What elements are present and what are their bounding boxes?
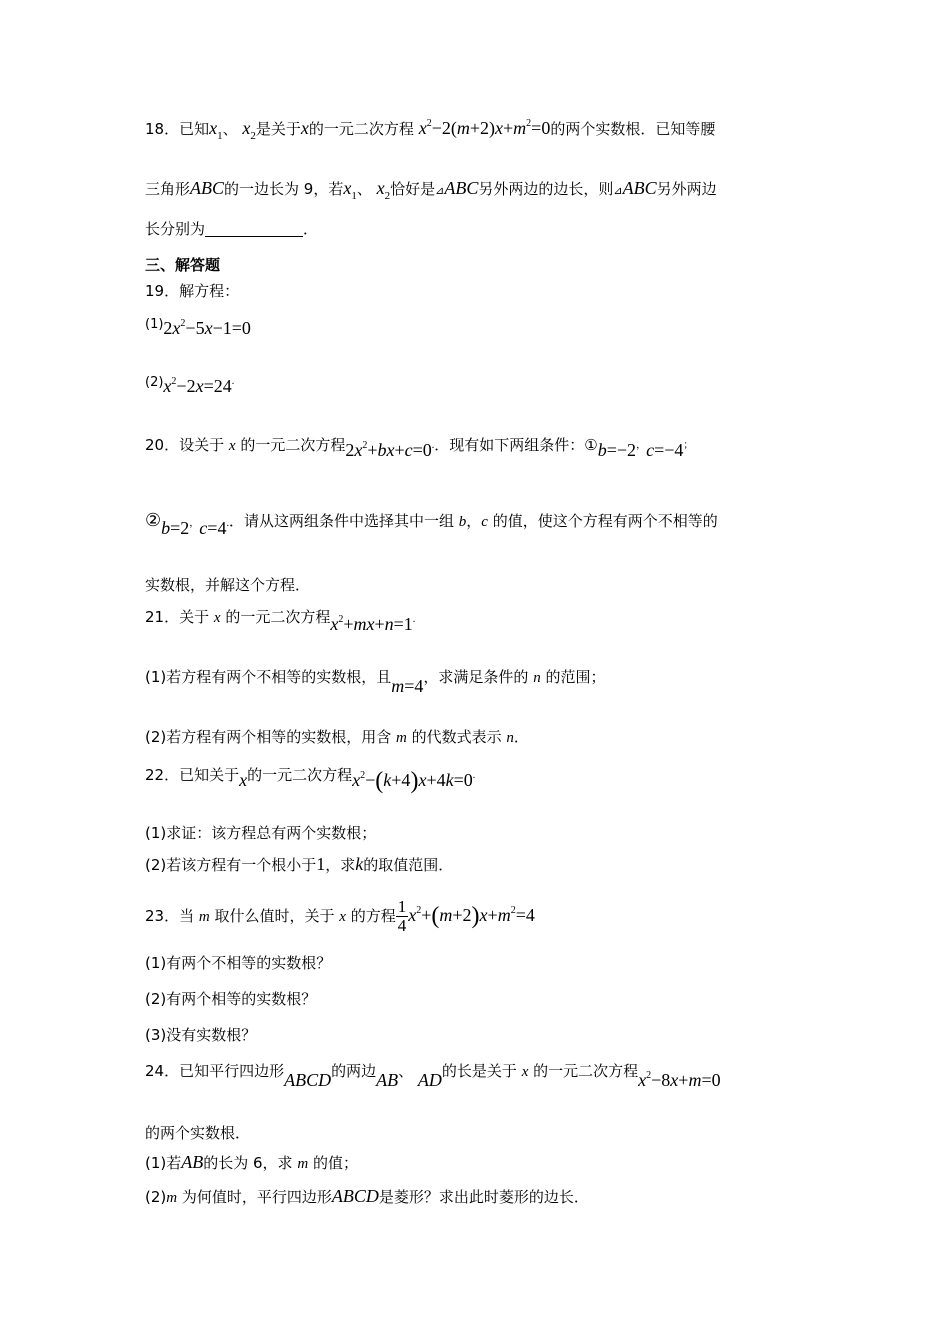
- text: ，: [466, 512, 482, 530]
- math-var: m: [297, 1156, 309, 1172]
- math-token: 2: [646, 1070, 652, 1081]
- math-token: +: [503, 118, 514, 138]
- text: 解方程：: [179, 282, 240, 300]
- text: 的一元二次方程: [235, 436, 346, 454]
- math-token: .: [226, 518, 229, 529]
- math-token: −2: [431, 118, 451, 138]
- text: (1)若: [145, 1154, 182, 1172]
- question-number: 21．: [145, 608, 180, 626]
- question-number: 24．: [145, 1062, 180, 1080]
- q21-part2: [145, 726, 529, 747]
- math-var: c: [481, 514, 488, 530]
- math-token: c: [646, 440, 655, 460]
- math-sub: 1: [351, 190, 357, 202]
- math-token: =4: [404, 676, 424, 696]
- text: 已知平行四边形: [179, 1062, 285, 1080]
- q20-line3: 实数根，并解这个方程．: [145, 576, 311, 594]
- math-var: k: [355, 854, 364, 874]
- text: 、: [356, 180, 377, 198]
- math-token: m: [439, 905, 453, 925]
- math-token: k: [383, 770, 392, 790]
- math-token: +: [343, 614, 354, 634]
- math-token: 2: [510, 905, 516, 916]
- math-token: =0: [701, 1070, 721, 1090]
- math-token: +2: [452, 905, 472, 925]
- math-token: =4: [207, 518, 227, 538]
- math-sub: 2: [384, 190, 391, 202]
- math-token: +2: [469, 118, 490, 138]
- text: ，求满足条件的: [423, 668, 534, 686]
- math-token: 2: [362, 440, 368, 451]
- math-token: bx: [377, 440, 395, 460]
- text: (2)若方程有两个相等的实数根，用含: [145, 728, 397, 746]
- q18-line3: [145, 218, 318, 239]
- math-token: ): [471, 903, 480, 929]
- math-var: ABC: [190, 178, 225, 198]
- triangle-symbol: ⊿: [613, 184, 623, 197]
- math-token: (: [450, 118, 457, 138]
- section-title: 三、解答题: [145, 256, 221, 274]
- math-token: =−2: [606, 440, 637, 460]
- math-token: x: [408, 905, 417, 925]
- math-token: x: [172, 318, 181, 338]
- q19-part2: [145, 376, 234, 397]
- math-token: +: [394, 440, 405, 460]
- q22-stem: [145, 762, 476, 794]
- text: 的长为 6，求: [203, 1154, 298, 1172]
- math-token: =0: [453, 770, 473, 790]
- math-token: .: [412, 614, 416, 625]
- q19-stem: [145, 280, 239, 301]
- math-group: [598, 442, 694, 460]
- q24-part2: [145, 1186, 589, 1207]
- math-token: x: [670, 1070, 679, 1090]
- math-var: x: [376, 178, 385, 198]
- math-var: x: [242, 118, 251, 138]
- text: ．现有如下两组条件：①: [434, 436, 598, 454]
- text: 已知关于: [179, 766, 240, 784]
- text: 恰好是: [390, 180, 436, 198]
- math-token: 2: [345, 440, 355, 460]
- math-token: x: [204, 318, 213, 338]
- text: 的代数式表示: [406, 728, 507, 746]
- text: 的取值范围．: [363, 856, 454, 874]
- q22-part2: [145, 854, 453, 875]
- math-token: −: [365, 770, 376, 790]
- q19-part1: [145, 318, 251, 339]
- math-var: x: [213, 610, 221, 626]
- math-var: ABC: [622, 178, 657, 198]
- math-var: x: [228, 438, 236, 454]
- math-var: x: [343, 178, 352, 198]
- math-token: +4: [426, 770, 446, 790]
- math-token: ): [489, 118, 496, 138]
- math-token: x: [195, 376, 204, 396]
- math-token: m: [497, 905, 511, 925]
- q21-stem: [145, 606, 416, 634]
- q22-part1: (1)求证：该方程总有两个实数根；: [145, 824, 377, 842]
- q23-stem: [145, 898, 535, 935]
- text: 的方程: [345, 907, 396, 925]
- math-token: m: [513, 118, 527, 138]
- math-token: ；: [683, 440, 694, 451]
- math-var: AB: [376, 1070, 399, 1090]
- math-token: (: [431, 903, 440, 929]
- math-token: =0: [531, 118, 551, 138]
- math-token: +: [487, 905, 498, 925]
- text: 是菱形？求出此时菱形的边长．: [378, 1188, 589, 1206]
- math-token: x: [352, 770, 361, 790]
- math-group: [391, 678, 423, 696]
- text: ．: [513, 728, 529, 746]
- math-token: .: [431, 440, 435, 451]
- question-number: 20．: [145, 436, 180, 454]
- question-number: 19．: [145, 282, 180, 300]
- q18-equation: [419, 120, 551, 138]
- math-sub: 1: [217, 130, 223, 142]
- math-token: 2: [360, 770, 366, 781]
- text: 另外两边的边长，则: [478, 180, 614, 198]
- math-token: 4: [397, 916, 407, 935]
- part-label: (2): [145, 1188, 167, 1206]
- part-label: (1): [145, 317, 164, 332]
- fraction: [396, 898, 409, 935]
- math-token: c: [404, 440, 413, 460]
- math-token: x: [354, 440, 363, 460]
- text: 为何值时，平行四边形: [177, 1188, 332, 1206]
- math-token: +: [374, 614, 385, 634]
- math-token: 2: [180, 318, 186, 329]
- math-var: x: [239, 770, 248, 790]
- q23-part2: (2)有两个相等的实数根？: [145, 990, 317, 1008]
- math-var: AB: [181, 1152, 204, 1172]
- math-group: [330, 616, 415, 634]
- math-number: 1: [316, 854, 326, 874]
- math-group: [638, 1072, 720, 1090]
- math-group: [161, 520, 229, 538]
- math-token: +4: [391, 770, 411, 790]
- math-var: x: [209, 118, 218, 138]
- text: 已知: [179, 120, 210, 138]
- math-token: −8: [651, 1070, 671, 1090]
- q23-part1: (1)有两个不相等的实数根？: [145, 954, 332, 972]
- math-token: =−4: [654, 440, 684, 460]
- text: 的一元二次方程: [308, 120, 414, 138]
- q21-part1: [145, 666, 606, 696]
- question-number: 23．: [145, 907, 180, 925]
- math-token: m: [456, 118, 470, 138]
- text: 、: [398, 1062, 418, 1080]
- text: 的一边长为 9，若: [224, 180, 344, 198]
- math-token: .: [231, 376, 235, 387]
- q24-line1: [145, 1060, 721, 1090]
- text: 、: [222, 120, 243, 138]
- question-number: 22．: [145, 766, 180, 784]
- text: 的值；: [308, 1154, 358, 1172]
- question-number: 18．: [145, 120, 180, 138]
- math-group: [345, 442, 434, 460]
- math-token: n: [384, 614, 394, 634]
- q18-line2: [145, 178, 717, 202]
- math-token: b: [597, 440, 607, 460]
- math-token: +: [421, 905, 432, 925]
- math-token: ): [410, 768, 419, 794]
- math-var: AD: [417, 1070, 442, 1090]
- math-token: 2: [526, 118, 532, 129]
- math-var: x: [300, 118, 309, 138]
- math-token: =1: [393, 614, 413, 634]
- text: 取什么值时，关于: [209, 907, 340, 925]
- math-token: x: [418, 118, 427, 138]
- math-token: x: [638, 1070, 647, 1090]
- q24-line2: 的两个实数根．: [145, 1124, 251, 1142]
- math-token: b: [161, 518, 171, 538]
- math-token: k: [445, 770, 454, 790]
- math-token: 2: [416, 905, 422, 916]
- math-token: 2: [338, 614, 344, 625]
- math-token: m: [688, 1070, 702, 1090]
- q24-part1: [145, 1152, 358, 1173]
- math-token: +: [367, 440, 378, 460]
- option-marker: ②: [145, 510, 162, 531]
- math-token: 2: [171, 376, 177, 387]
- math-group: [352, 768, 476, 794]
- math-token: =2: [170, 518, 190, 538]
- text: 设关于: [179, 436, 229, 454]
- math-var: ABCD: [331, 1186, 379, 1206]
- math-token: =4: [515, 905, 535, 925]
- math-var: m: [198, 909, 210, 925]
- text: (2)若该方程有一个根小于: [145, 856, 317, 874]
- math-token: (: [375, 768, 384, 794]
- text: 的一元二次方程: [247, 766, 353, 784]
- math-token: =0: [412, 440, 432, 460]
- triangle-symbol: ⊿: [435, 184, 445, 197]
- text: 的范围；: [540, 668, 606, 686]
- math-token: 2: [426, 118, 432, 129]
- text: 关于: [179, 608, 214, 626]
- text: 的值，使这个方程有两个不相等的: [487, 512, 718, 530]
- math-token: x: [330, 614, 339, 634]
- text: 的一元二次方程: [220, 608, 331, 626]
- text: 三角形: [145, 180, 191, 198]
- math-token: +: [678, 1070, 689, 1090]
- text: 是关于: [255, 120, 301, 138]
- math-token: −5: [185, 318, 205, 338]
- math-var: x: [339, 909, 346, 925]
- q23-part3: (3)没有实数根？: [145, 1026, 257, 1044]
- math-var: m: [396, 730, 407, 746]
- math-var: n: [506, 730, 514, 746]
- math-token: 2: [163, 318, 173, 338]
- q20-line2: [145, 510, 718, 538]
- text: 的长是关于: [441, 1062, 522, 1080]
- math-token: =24: [203, 376, 232, 396]
- math-token: −2: [176, 376, 196, 396]
- math-token: c: [199, 518, 208, 538]
- q18-line1: [145, 118, 716, 142]
- text: 的一元二次方程: [528, 1062, 639, 1080]
- math-token: ，: [636, 440, 647, 451]
- text: 长分别为: [145, 220, 206, 238]
- q20-line1: [145, 434, 694, 460]
- math-var: n: [533, 670, 541, 686]
- answer-blank[interactable]: [205, 220, 303, 237]
- text: 另外两边: [656, 180, 717, 198]
- math-token: m: [391, 676, 405, 696]
- math-token: x: [495, 118, 504, 138]
- math-token: ，: [189, 518, 200, 529]
- math-var: ABCD: [284, 1070, 332, 1090]
- math-token: −1=0: [212, 318, 251, 338]
- part-label: (2): [145, 375, 164, 390]
- math-token: .: [472, 770, 476, 781]
- math-token: mx: [353, 614, 375, 634]
- math-var: m: [166, 1190, 178, 1206]
- math-var: b: [458, 514, 467, 530]
- math-token: x: [163, 376, 172, 396]
- math-var: ABC: [444, 178, 479, 198]
- text: (1)若方程有两个不相等的实数根，且: [145, 668, 392, 686]
- math-token: 1: [397, 897, 407, 916]
- text: ．: [303, 220, 319, 238]
- math-var: x: [521, 1064, 529, 1080]
- text: 当: [179, 907, 199, 925]
- text: 的两边: [331, 1062, 377, 1080]
- text: ．请从这两组条件中选择其中一组: [228, 512, 459, 530]
- math-token: x: [479, 905, 488, 925]
- text: ，求: [325, 856, 356, 874]
- math-token: x: [418, 770, 427, 790]
- text: 的两个实数根．已知等腰: [550, 120, 716, 138]
- math-sub: 2: [250, 130, 256, 142]
